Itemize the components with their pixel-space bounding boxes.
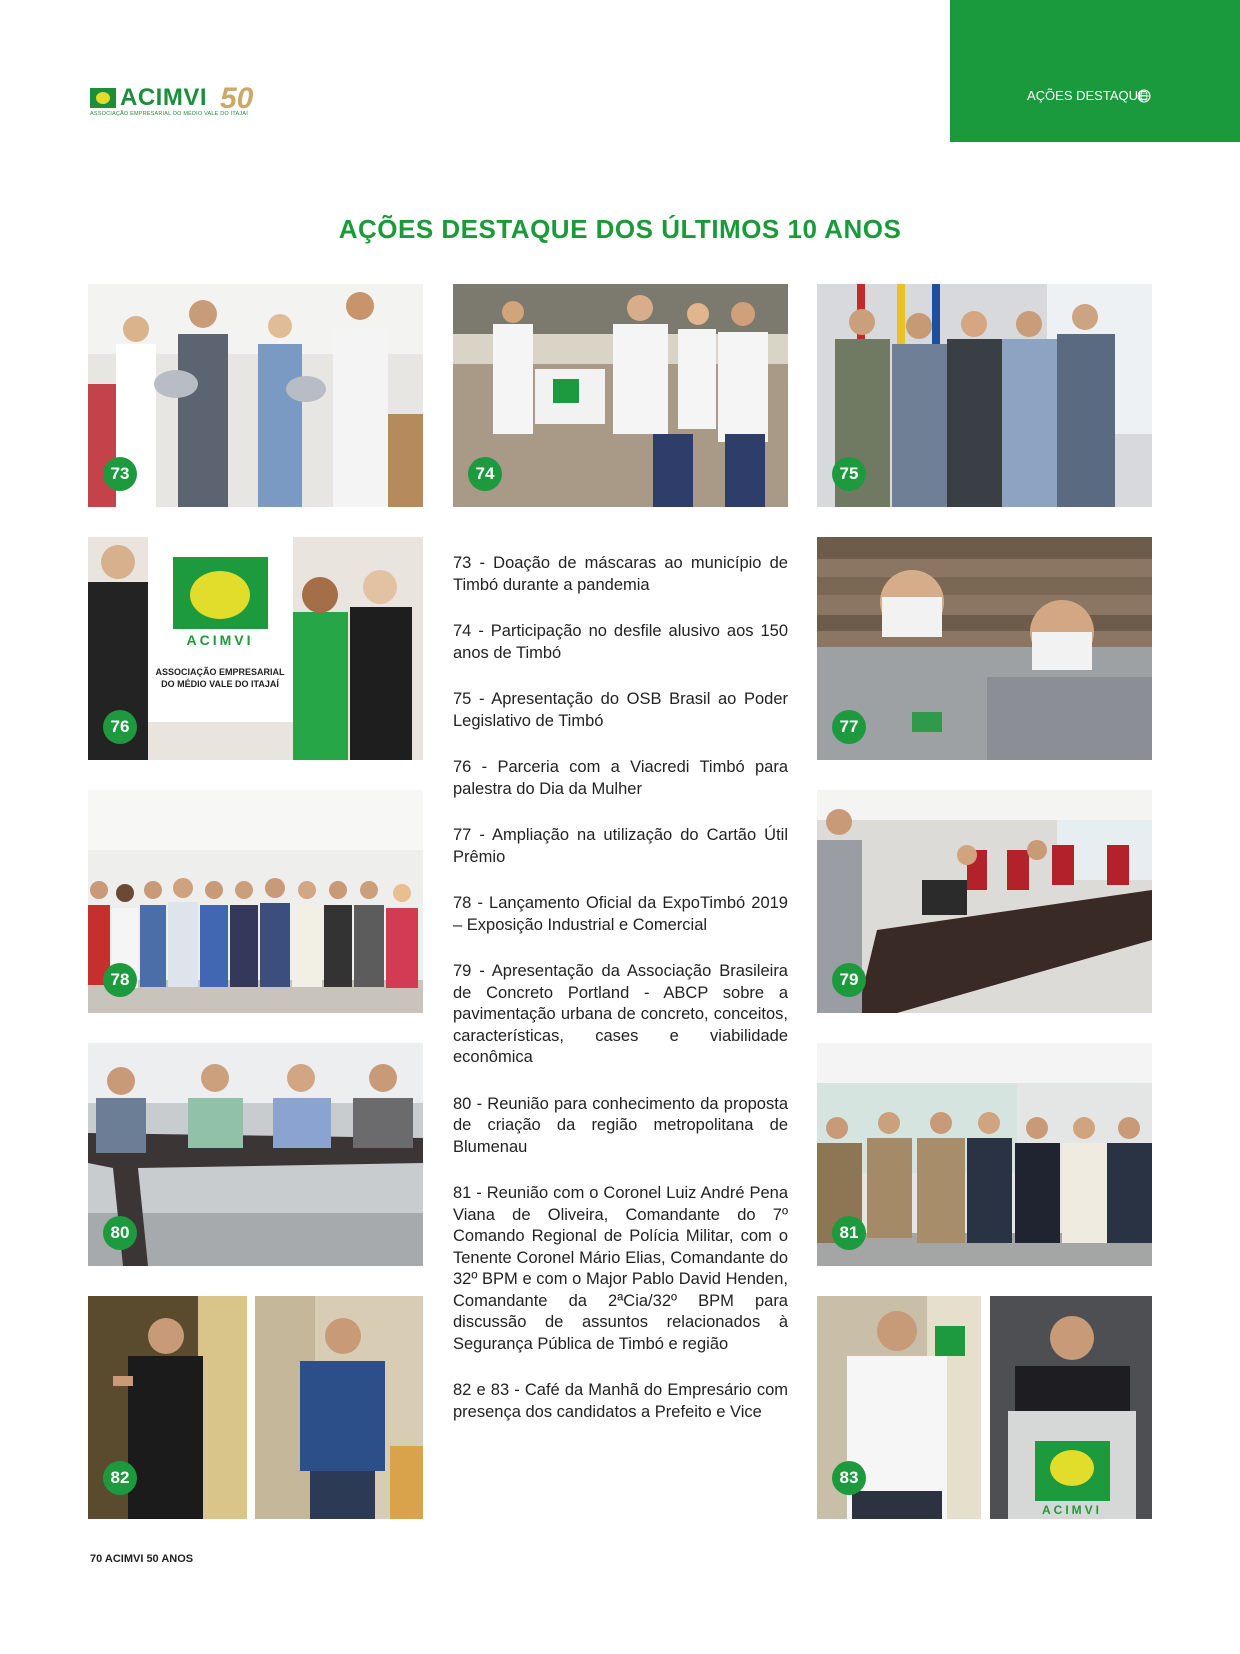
globe-icon bbox=[1137, 89, 1151, 103]
photo-74 bbox=[453, 284, 788, 507]
photo-82-left bbox=[88, 1296, 247, 1519]
caption-73: 73 - Doação de máscaras ao município de Timbó durante a pandemia bbox=[453, 554, 788, 594]
captions-column bbox=[453, 553, 788, 1448]
caption-80: 80 - Reunião para conhecimento da proposta de criação da região metropolitana de Blumenau bbox=[453, 1094, 788, 1156]
photo-number-badge: 79 bbox=[832, 963, 866, 997]
photo-number-badge: 81 bbox=[832, 1216, 866, 1250]
photo-80 bbox=[88, 1043, 423, 1266]
podium-brand: ACIMVI bbox=[1042, 1503, 1102, 1517]
caption-82-83: 82 e 83 - Café da Manhã do Empresário com presença dos candidatos a Prefeito e Vice bbox=[453, 1381, 788, 1421]
banner-brand: ACIMVI bbox=[186, 632, 254, 648]
photo-number-badge: 76 bbox=[103, 710, 137, 744]
photo-number-badge: 75 bbox=[832, 457, 866, 491]
acimvi-logo bbox=[90, 82, 255, 117]
caption-78: 78 - Lançamento Oficial da ExpoTimbó 2019 – Exposição Industrial e Comercial bbox=[453, 894, 788, 934]
caption-76: 76 - Parceria com a Viacredi Timbó para palestra do Dia da Mulher bbox=[453, 758, 788, 798]
photo-78 bbox=[88, 790, 423, 1013]
section-tab bbox=[950, 0, 1240, 142]
banner-line-2: DO MÉDIO VALE DO ITAJAÍ bbox=[161, 679, 279, 689]
photo-77 bbox=[817, 537, 1152, 760]
caption-81: 81 - Reunião com o Coronel Luiz André Pena Viana de Oliveira, Comandante do 7º Comando Regional de Polícia Militar, com o Tenente Coronel Mário Elias, Comandante do 32º BPM e com o Major Pablo David Henden, Comandante da 2ªCia/32º BPM para discussão de assuntos relacionados à Segurança Pública de Timbó e região bbox=[453, 1184, 788, 1353]
acimvi-emblem-icon bbox=[90, 88, 116, 108]
banner-line-1: ASSOCIAÇÃO EMPRESARIAL bbox=[155, 667, 285, 677]
logo-subtitle: ASSOCIAÇÃO EMPRESARIAL DO MÉDIO VALE DO ITAJAÍ bbox=[90, 111, 248, 117]
photo-number-badge: 78 bbox=[103, 963, 137, 997]
logo-anniversary: 50 bbox=[220, 82, 254, 115]
page-footer: 70 ACIMVI 50 ANOS bbox=[90, 1553, 194, 1565]
caption-79: 79 - Apresentação da Associação Brasileira de Concreto Portland - ABCP sobre a pavimentação urbana de concreto, conceitos, características, cases e viabilidade econômica bbox=[453, 962, 788, 1066]
photo-82-right bbox=[255, 1296, 423, 1519]
caption-74: 74 - Participação no desfile alusivo aos 150 anos de Timbó bbox=[453, 622, 788, 662]
photo-79 bbox=[817, 790, 1152, 1013]
caption-77: 77 - Ampliação na utilização do Cartão Útil Prêmio bbox=[453, 826, 788, 866]
logo-text: ACIMVI bbox=[120, 84, 207, 111]
photo-number-badge: 74 bbox=[468, 457, 502, 491]
photo-75 bbox=[817, 284, 1152, 507]
photo-number-badge: 80 bbox=[103, 1216, 137, 1250]
photo-76 bbox=[88, 537, 423, 760]
section-tab-label: AÇÕES DESTAQUE bbox=[1027, 88, 1147, 103]
photo-73 bbox=[88, 284, 423, 507]
photo-number-badge: 82 bbox=[103, 1461, 137, 1495]
photo-83-left bbox=[817, 1296, 981, 1519]
caption-75: 75 - Apresentação do OSB Brasil ao Poder Legislativo de Timbó bbox=[453, 690, 788, 730]
photo-number-badge: 73 bbox=[103, 457, 137, 491]
photo-81 bbox=[817, 1043, 1152, 1266]
page-title: AÇÕES DESTAQUE DOS ÚLTIMOS 10 ANOS bbox=[338, 214, 902, 244]
photo-83-right bbox=[990, 1296, 1152, 1519]
photo-number-badge: 83 bbox=[832, 1461, 866, 1495]
photo-number-badge: 77 bbox=[832, 710, 866, 744]
